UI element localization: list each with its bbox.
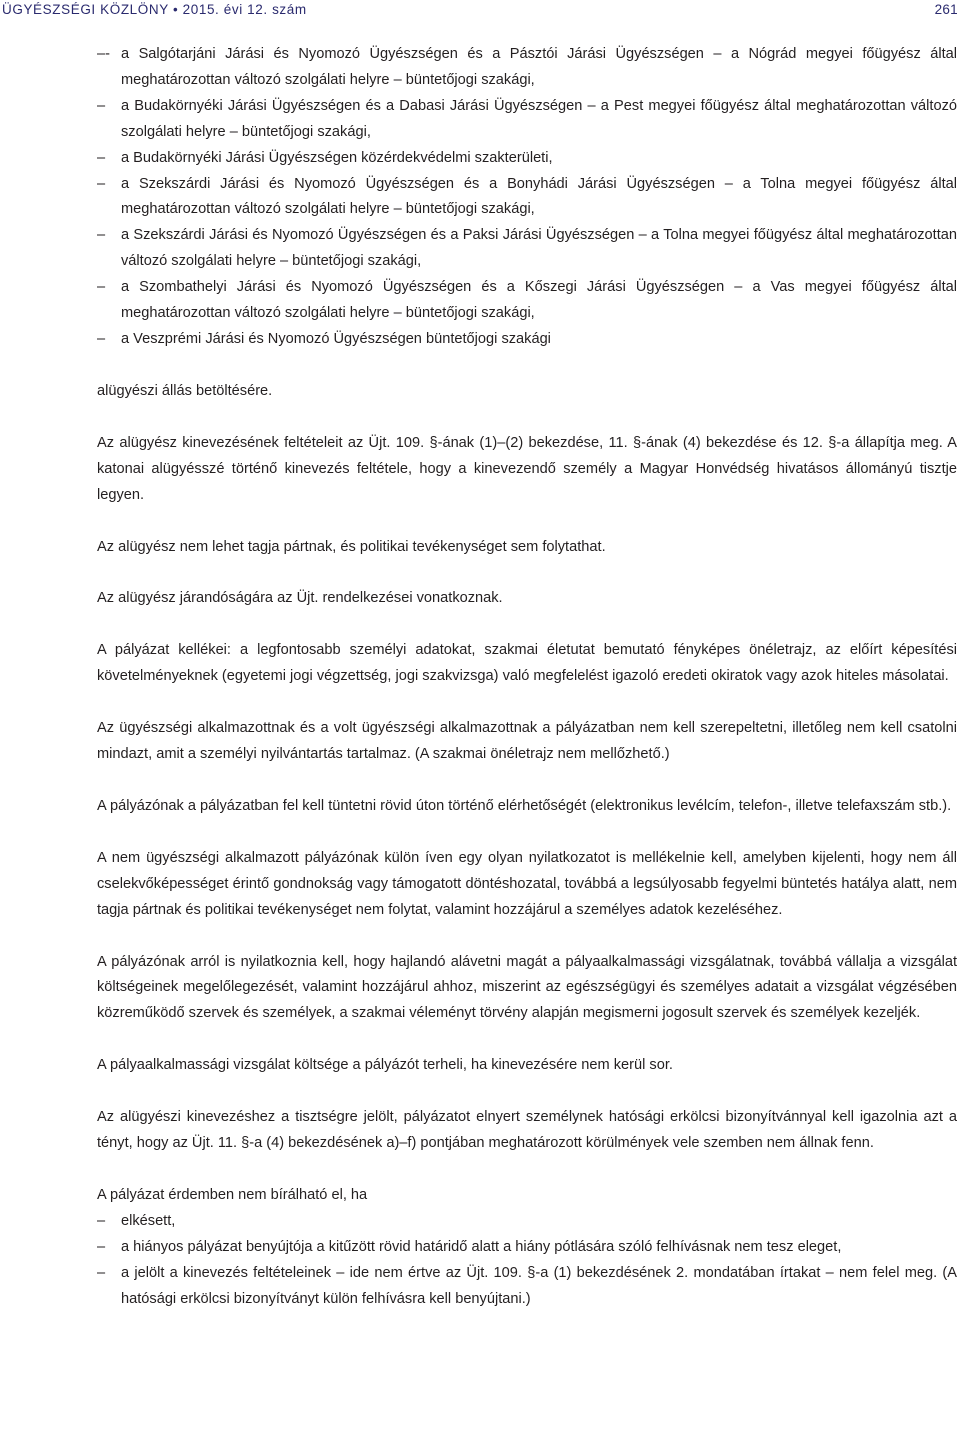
document-body xyxy=(97,42,957,1313)
page-number: 261 xyxy=(934,2,958,17)
page-header xyxy=(0,0,960,20)
paragraph: Az alügyész kinevezésének feltételeit az Üjt. 109. §-ának (1)–(2) bekezdése, 11. §-ának (4) bekezdése és 12. §-a állapítja meg. A katonai alügyésszé történő kinevezés feltétele, hogy a kinevezendő személy a Magyar Honvédség hivatásos állományú tisztje legyen. xyxy=(97,434,957,503)
list-item: – a Budakörnyéki Járási Ügyészségen közérdekvédelmi szakterületi, xyxy=(97,146,957,172)
list-item: – a Szekszárdi Járási és Nyomozó Ügyészségen és a Paksi Járási Ügyészségen – a Tolna megyei főügyész által meghatározottan változó szolgálati helyre – büntetőjogi szakági, xyxy=(97,223,957,275)
list-item: – a jelölt a kinevezés feltételeinek – ide nem értve az Üjt. 109. §-a (1) bekezdésének 2. mondatában írtakat – nem felel meg. (A hatósági erkölcsi bizonyítványt külön felhívásra kell benyújtani.) xyxy=(97,1261,957,1313)
list-item: – elkésett, xyxy=(97,1209,957,1235)
list-item: – a Budakörnyéki Járási Ügyészségen és a Dabasi Járási Ügyészségen – a Pest megyei főügyész által meghatározottan változó szolgálati helyre – büntetőjogi szakági, xyxy=(97,94,957,146)
list-item: – a Veszprémi Járási és Nyomozó Ügyészségen büntetőjogi szakági xyxy=(97,327,957,353)
list-item: –- a Salgótarjáni Járási és Nyomozó Ügyészségen és a Pásztói Járási Ügyészségen – a Nógrád megyei főügyész által meghatározottan változó szolgálati helyre – büntetőjogi szakági, xyxy=(97,42,957,94)
paragraph: Az alügyész nem lehet tagja pártnak, és politikai tevékenységet sem folytathat. xyxy=(97,538,606,555)
paragraph: Az ügyészségi alkalmazottnak és a volt ügyészségi alkalmazottnak a pályázatban nem kell szerepeltetni, illetőleg nem kell csatolni mindazt, amit a személyi nyilvántartás tartalmaz. (A szakmai önéletrajz nem mellőzhető.) xyxy=(97,720,957,763)
journal-title: ÜGYÉSZSÉGI KÖZLÖNY • 2015. évi 12. szám xyxy=(2,2,307,17)
paragraph: A pályázat érdemben nem bírálható el, ha xyxy=(97,1187,368,1203)
list-item: – a Szekszárdi Járási és Nyomozó Ügyészségen és a Bonyhádi Járási Ügyészségen – a Tolna megyei főügyész által meghatározottan változó szolgálati helyre – büntetőjogi szakági, xyxy=(97,172,957,224)
paragraph: alügyészi állás betöltésére. xyxy=(97,382,273,399)
office-list xyxy=(97,42,957,353)
paragraph: Az alügyész járandóságára az Üjt. rendelkezései vonatkoznak. xyxy=(97,590,503,607)
paragraph: A pályázónak a pályázatban fel kell tüntetni rövid úton történő elérhetőségét (elektronikus levélcím, telefon-, illetve telefaxszám stb.). xyxy=(97,797,952,814)
list-item: – a Szombathelyi Járási és Nyomozó Ügyészségen és a Kőszegi Járási Ügyészségen – a Vas megyei főügyész által meghatározottan változó szolgálati helyre – büntetőjogi szakági, xyxy=(97,275,957,327)
paragraph: A nem ügyészségi alkalmazott pályázónak külön íven egy olyan nyilatkozatot is mellékelnie kell, amelyben kijelenti, hogy nem áll cselekvőképességet érintő gondnokság vagy támogatott döntéshozatal, továbbá a legsúlyosabb fegyelmi büntetés hatálya alatt, nem tagja pártnak és politikai tevékenységet nem folytat, valamint hozzájárul a személyes adatok kezeléséhez. xyxy=(97,849,957,918)
paragraph: A pályaalkalmassági vizsgálat költsége a pályázót terheli, ha kinevezésére nem kerül sor. xyxy=(97,1057,673,1074)
condition-list xyxy=(97,1209,957,1313)
paragraph: Az alügyészi kinevezéshez a tisztségre jelölt, pályázatot elnyert személynek hatósági erkölcsi bizonyítvánnyal kell igazolnia azt a tényt, hogy az Üjt. 11. §-a (4) bekezdésének a)–f) pontjában meghatározott körülmények vele szemben nem állnak fenn. xyxy=(97,1109,957,1152)
paragraph: A pályázónak arról is nyilatkoznia kell, hogy hajlandó alávetni magát a pályaalkalmassági vizsgálatnak, továbbá vállalja a vizsgálat költségeinek megelőlegezését, valamint hozzájárul ahhoz, miszerint az egészségügyi és személyes adatait a vizsgálat végzésében közreműködő szervek és személyek, a szakmai véleményt törvény alapján megismerni jogosult szervek és személyek kezeljék. xyxy=(97,953,957,1022)
list-item: – a hiányos pályázat benyújtója a kitűzött rövid határidő alatt a hiány pótlására szóló felhívásnak nem tesz eleget, xyxy=(97,1235,957,1261)
paragraph: A pályázat kellékei: a legfontosabb személyi adatokat, szakmai életutat bemutató fényképes önéletrajz, az előírt képesítési követelményeknek (egyetemi jogi végzettség, jogi szakvizsga) való megfelelést igazoló eredeti okiratok vagy azok hiteles másolatai. xyxy=(97,642,957,685)
